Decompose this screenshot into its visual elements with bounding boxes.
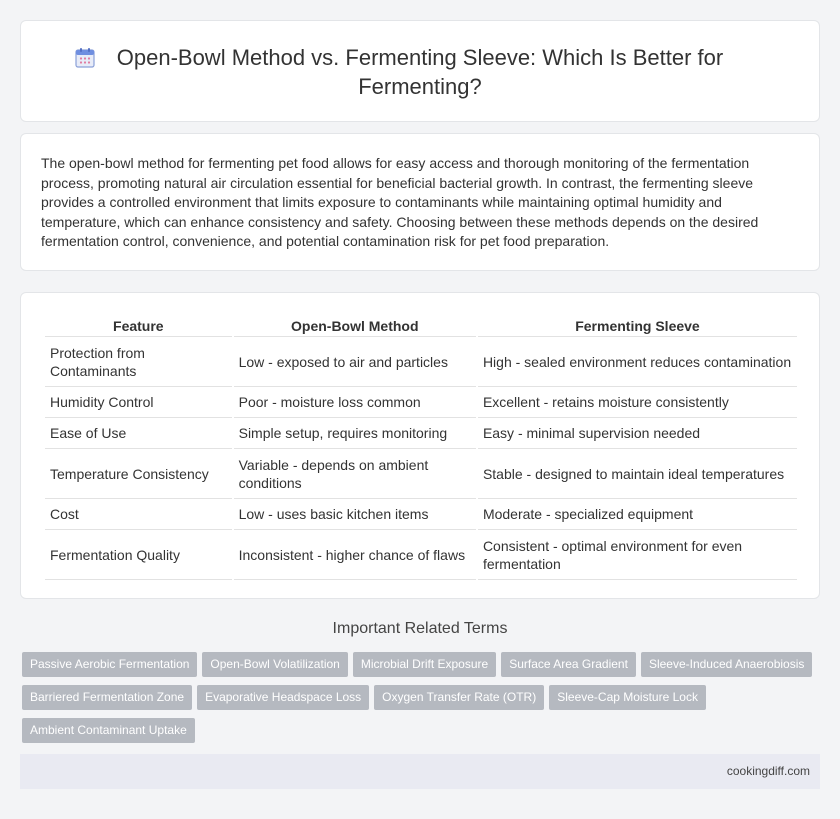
table-row: [45, 418, 797, 449]
intro-card: [20, 133, 820, 271]
related-term-tag[interactable]: Barriered Fermentation Zone: [22, 685, 192, 710]
title-card: [20, 20, 820, 122]
related-term-tag[interactable]: Surface Area Gradient: [501, 652, 636, 677]
table-row: [45, 387, 797, 418]
page-title: Open-Bowl Method vs. Fermenting Sleeve: Which Is Better for Fermenting?: [116, 45, 724, 99]
table-cell: Moderate - specialized equipment: [478, 499, 797, 530]
related-term-tag[interactable]: Microbial Drift Exposure: [353, 652, 496, 677]
related-term-tag[interactable]: Passive Aerobic Fermentation: [22, 652, 197, 677]
table-cell: Stable - designed to maintain ideal temperatures: [478, 449, 797, 499]
table-cell: Simple setup, requires monitoring: [234, 418, 476, 449]
table-cell: Fermentation Quality: [45, 530, 232, 580]
table-cell: Poor - moisture loss common: [234, 387, 476, 418]
table-cell: Consistent - optimal environment for even fermentation: [478, 530, 797, 580]
table-row: [45, 337, 797, 387]
header-open-bowl: Open-Bowl Method: [234, 316, 476, 337]
table-cell: Low - uses basic kitchen items: [234, 499, 476, 530]
table-cell: Excellent - retains moisture consistently: [478, 387, 797, 418]
related-term-tag[interactable]: Open-Bowl Volatilization: [202, 652, 347, 677]
table-cell: Inconsistent - higher chance of flaws: [234, 530, 476, 580]
related-terms-list: [22, 652, 822, 751]
header-fermenting-sleeve: Fermenting Sleeve: [478, 316, 797, 337]
related-term-tag[interactable]: Sleeve-Cap Moisture Lock: [549, 685, 706, 710]
table-row: [45, 530, 797, 580]
related-term-tag[interactable]: Evaporative Headspace Loss: [197, 685, 369, 710]
related-terms-title: Important Related Terms: [332, 620, 508, 637]
table-cell: Low - exposed to air and particles: [234, 337, 476, 387]
table-cell: Temperature Consistency: [45, 449, 232, 499]
table-cell: Cost: [45, 499, 232, 530]
footer: [20, 754, 820, 789]
table-header-row: [45, 316, 797, 337]
comparison-card: [20, 292, 820, 599]
table-cell: Ease of Use: [45, 418, 232, 449]
table-cell: Easy - minimal supervision needed: [478, 418, 797, 449]
header-feature: Feature: [45, 316, 232, 337]
table-row: [45, 499, 797, 530]
table-cell: Humidity Control: [45, 387, 232, 418]
related-term-tag[interactable]: Oxygen Transfer Rate (OTR): [374, 685, 544, 710]
footer-site-link[interactable]: cookingdiff.com: [726, 764, 810, 778]
related-term-tag[interactable]: Sleeve-Induced Anaerobiosis: [641, 652, 812, 677]
table-cell: Protection from Contaminants: [45, 337, 232, 387]
intro-paragraph: The open-bowl method for fermenting pet food allows for easy access and thorough monitoring of the fermentation process, promoting natural air circulation essential for beneficial bacterial growth. In contrast, the fermenting sleeve provides a controlled environment that limits exposure to contaminants while maintaining optimal humidity and temperature, which can enhance consistency and safety. Choosing between these methods depends on the desired fermentation control, convenience, and potential contamination risk for pet food preparation.: [41, 155, 759, 249]
table-cell: High - sealed environment reduces contamination: [478, 337, 797, 387]
table-cell: Variable - depends on ambient conditions: [234, 449, 476, 499]
table-row: [45, 449, 797, 499]
related-term-tag[interactable]: Ambient Contaminant Uptake: [22, 718, 195, 743]
comparison-table: [43, 316, 799, 580]
